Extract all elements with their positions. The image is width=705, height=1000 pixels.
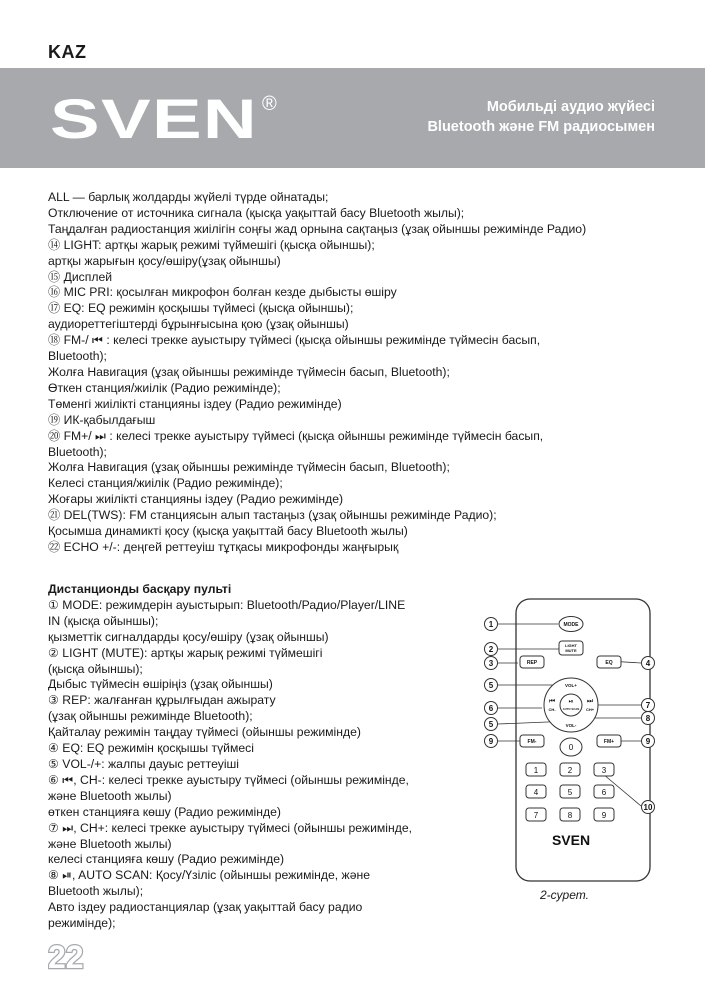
text-line: ⑲ ИК-қабылдағыш	[48, 412, 156, 427]
section-title: Дистанционды басқару пульті	[48, 582, 232, 596]
text-line: ⑤ VOL-/+: жалпы дауыс реттеуіші	[48, 756, 240, 771]
text-line: ② LIGHT (MUTE): артқы жарық режимі түймешігі	[48, 645, 323, 660]
text-line: Қайталау режимін таңдау түймесі (ойыншы режимінде)	[48, 725, 361, 740]
digit-label: 5	[567, 788, 573, 797]
text-line: ALL — барлық жолдарды жүйелі түрде ойнатады;	[48, 190, 329, 204]
text-line: және Bluetooth жылы)	[48, 836, 172, 851]
fm-plus-label: FM+	[603, 739, 615, 745]
zero-label: 0	[568, 743, 574, 752]
text-line: режимінде);	[48, 916, 116, 931]
text-line: IN (қысқа ойыншы);	[48, 613, 159, 628]
text-line: Bluetooth);	[48, 444, 107, 459]
callout-number: 9	[488, 737, 494, 746]
document-title	[427, 97, 655, 137]
text-line: ⑱ FM-/ ⏮ : келесі трекке ауыстыру түймесі (қысқа ойыншы режимінде түймесін басып,	[48, 333, 541, 348]
text-line: Таңдалған радиостанция жиілігін соңғы жад орнына сақтаңыз (ұзақ ойыншы режимінде Радио)	[48, 221, 587, 236]
text-line: артқы жарығын қосу/өшіру(ұзақ ойыншы)	[48, 253, 281, 268]
text-line: Bluetooth жылы);	[48, 884, 144, 899]
next-icon: ⏭	[586, 698, 594, 705]
text-line: аудиореттегіштерді бұрынғысына қою (ұзақ ойыншы)	[48, 317, 349, 332]
text-line: Жолға Навигация (ұзақ ойыншы режимінде түймесін басып, Bluetooth);	[48, 460, 450, 475]
remote-description	[48, 582, 468, 932]
digit-label: 1	[533, 766, 539, 775]
digit-label: 8	[567, 811, 573, 820]
text-line: өткен станцияға көшу (Радио режимінде)	[48, 804, 281, 819]
page-number-text: 22	[48, 939, 84, 975]
digit-label: 6	[601, 788, 607, 797]
callout-number: 10	[643, 803, 653, 812]
page-number	[48, 938, 118, 978]
vol-minus-label: VOL-	[565, 723, 577, 728]
vol-plus-label: VOL+	[565, 683, 577, 688]
callout-number: 4	[645, 659, 651, 668]
language-code: KAZ	[48, 42, 87, 62]
title-line-1: Мобильді аудио жүйесі	[486, 99, 655, 115]
text-line: Bluetooth);	[48, 349, 107, 364]
callout-number: 9	[645, 737, 651, 746]
mode-label: MODE	[563, 622, 579, 628]
prev-icon: ⏮	[548, 698, 556, 705]
sven-logo	[50, 94, 300, 144]
text-line: ㉑ DEL(TWS): FM станциясын алып тастаңыз (ұзақ ойыншы режимінде Радио);	[48, 508, 497, 523]
text-line: (қысқа ойыншы);	[48, 661, 143, 676]
text-line: ⑭ LIGHT: артқы жарық режимі түймешігі (қысқа ойыншы);	[48, 237, 375, 252]
eq-label: EQ	[605, 660, 613, 666]
callout-number: 5	[488, 720, 494, 729]
text-line: Қосымша динамикті қосу (қысқа уақыттай басу Bluetooth жылы)	[48, 524, 408, 539]
text-line: ⑮ Дисплей	[48, 269, 113, 284]
play-pause-icon: ⏯	[568, 699, 574, 705]
callout-number: 1	[488, 620, 494, 629]
text-line: Отключение от источника сигнала (қысқа уақыттай басу Bluetooth жылы);	[48, 205, 465, 220]
mute-label: MUTE	[565, 648, 577, 653]
text-line: және Bluetooth жылы)	[48, 788, 172, 803]
callout-number: 3	[488, 659, 494, 668]
text-line: ⑳ FM+/ ⏭ : келесі трекке ауыстыру түймесі (қысқа ойыншы режимінде түймесін басып,	[48, 428, 544, 443]
text-line: ⑧ ⏯, AUTO SCAN: Қосу/Үзіліс (ойыншы режимінде, және	[48, 868, 370, 883]
text-line: Жолға Навигация (ұзақ ойыншы режимінде түймесін басып, Bluetooth);	[48, 364, 450, 379]
text-line: ③ REP: жалғанған құрылғыдан ажырату	[48, 693, 276, 708]
callout-number: 6	[488, 704, 494, 713]
ch-minus-label: CH-	[548, 707, 556, 712]
digit-label: 3	[601, 766, 607, 775]
text-line: ⑰ EQ: EQ режимін қосқышы түймесі (қысқа ойыншы);	[48, 301, 354, 316]
text-line: ⑥ ⏮, CH-: келесі трекке ауыстыру түймесі (ойыншы режимінде,	[48, 772, 409, 787]
registered-mark: ®	[262, 94, 277, 115]
callout-number: 5	[488, 681, 494, 690]
text-line: Авто іздеу радиостанциялар (ұзақ уақыттай басу радио	[48, 900, 363, 915]
callout-number: 2	[488, 645, 494, 654]
digit-label: 2	[567, 766, 573, 775]
text-line: қызметтік сигналдарды қосу/өшіру (ұзақ ойыншы)	[48, 629, 329, 644]
logo-text: SVEN	[50, 94, 258, 144]
ch-plus-label: CH+	[585, 707, 595, 712]
light-label: LIGHT	[565, 643, 577, 648]
auto-scan-label: AUTO SCAN	[562, 707, 580, 711]
rep-label: REP	[526, 660, 538, 666]
remote-brand: SVEN	[551, 832, 591, 848]
text-line: ⑦ ⏭, CH+: келесі трекке ауыстыру түймесі (ойыншы режимінде,	[48, 820, 412, 835]
callout-number: 8	[645, 714, 651, 723]
text-line: ⑯ MIC PRI: қосылған микрофон болған кезде дыбысты өшіру	[48, 285, 397, 300]
text-line: (ұзақ ойыншы режимінде Bluetooth);	[48, 709, 253, 724]
title-line-2: Bluetooth және FM радиосымен	[427, 119, 655, 135]
text-line: ④ EQ: EQ режимін қосқышы түймесі	[48, 741, 254, 756]
digit-label: 9	[601, 811, 607, 820]
fm-minus-label: FM-	[527, 739, 537, 745]
text-line: ㉒ ECHO +/-: деңгей реттеуіш тұтқасы микрофонды жаңғырық	[48, 539, 399, 554]
feature-list	[48, 190, 668, 556]
play-pause-button	[560, 694, 582, 716]
figure-caption: 2-сурет.	[540, 888, 589, 902]
digit-label: 7	[533, 811, 539, 820]
text-line: ① MODE: режимдерін ауыстырып: Bluetooth/Радио/Player/LINE	[48, 597, 406, 612]
text-line: келесі станцияға көшу (Радио режимінде)	[48, 852, 285, 867]
text-line: Төменгі жиілікті станцияны іздеу (Радио режимінде)	[48, 396, 342, 411]
text-line: Жоғары жиілікті станцияны іздеу (Радио режимінде)	[48, 492, 344, 507]
text-line: Дыбыс түймесін өшіріңіз (ұзақ ойыншы)	[48, 677, 273, 692]
text-line: Өткен станция/жиілік (Радио режимінде);	[48, 380, 281, 395]
remote-control-figure	[480, 595, 670, 885]
text-line: Келесі станция/жиілік (Радио режимінде);	[48, 476, 283, 491]
digit-label: 4	[533, 788, 539, 797]
callout-number: 7	[645, 701, 651, 710]
